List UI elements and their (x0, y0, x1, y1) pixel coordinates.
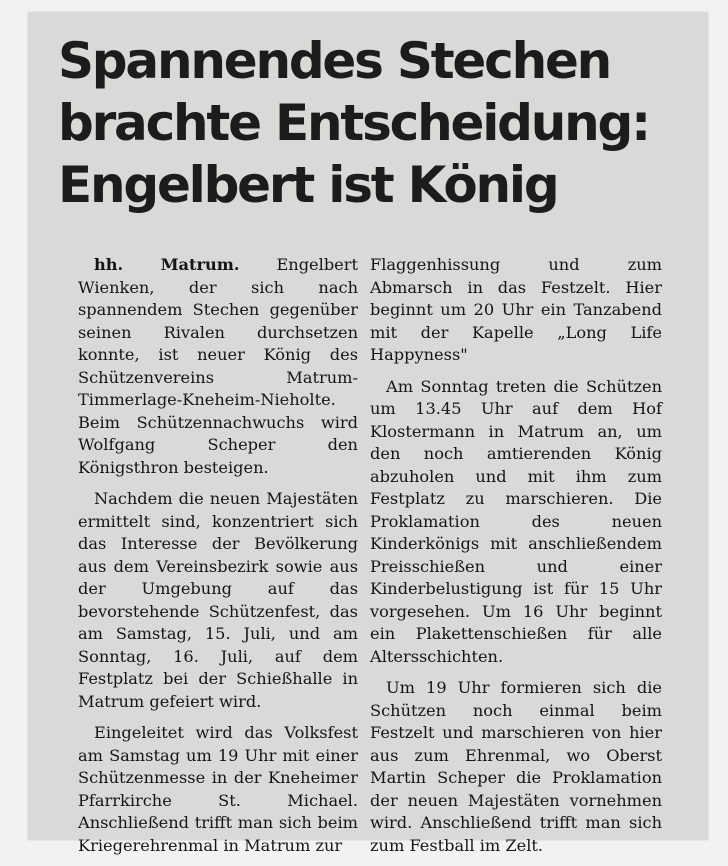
paragraph (78, 254, 358, 479)
headline-line-3: Engelbert ist König (58, 156, 558, 214)
paragraph: Nachdem die neuen Majestäten ermittelt sind, konzentriert sich das Interesse der Bevölkerung aus dem Vereinsbezirk sowie aus der Umgebung auf das bevorstehende Schützenfest, das am Samstag, 15. Juli, und am Sonntag, 16. Juli, auf dem Festplatz bei der Schießhalle in Matrum gefeiert wird. (78, 489, 358, 711)
article-column-right (370, 254, 662, 866)
paragraph: Eingeleitet wird das Volksfest am Samstag um 19 Uhr mit einer Schützenmesse in der Kneheimer Pfarrkirche St. Michael. Anschließend trifft man sich beim Kriegerehrenmal in Matrum zur (78, 723, 358, 855)
paragraph: Flaggenhissung und zum Abmarsch in das Festzelt. Hier beginnt um 20 Uhr ein Tanzabend mit der Kapelle „Long Life Happyness" (370, 255, 662, 364)
article-headline (58, 30, 698, 216)
paragraph: Am Sonntag treten die Schützen um 13.45 Uhr auf dem Hof Klostermann in Matrum an, um den noch amtierenden König abzuholen und mit ihm zum Festplatz zu marschieren. Die Proklamation des neuen Kinderkönigs mit anschließendem Preisschießen und einer Kinderbelustigung ist für 15 Uhr vorgesehen. Um 16 Uhr beginnt ein Plakettenschießen für alle Altersschichten. (370, 376, 662, 666)
paragraph: Um 19 Uhr formieren sich die Schützen noch einmal beim Festzelt und marschieren von hier aus zum Ehrenmal, wo Oberst Martin Scheper die Proklamation der neuen Majestäten vornehmen wird. Anschließend trifft man sich zum Festball im Zelt. (370, 678, 662, 855)
headline-line-1: Spannendes Stechen (58, 32, 611, 90)
article-column-left (78, 254, 358, 866)
paragraph-text: Engelbert Wienken, der sich nach spannendem Stechen gegenüber seinen Rivalen durchsetzen konnte, ist neuer König des Schützenvereins Matrum-Timmerlage-Kneheim-Nieholte. Beim Schützennachwuchs wird Wolfgang Scheper den Königsthron besteigen. (78, 255, 358, 477)
dateline: hh. Matrum. (94, 255, 240, 274)
headline-line-2: brachte Entscheidung: (58, 94, 649, 152)
